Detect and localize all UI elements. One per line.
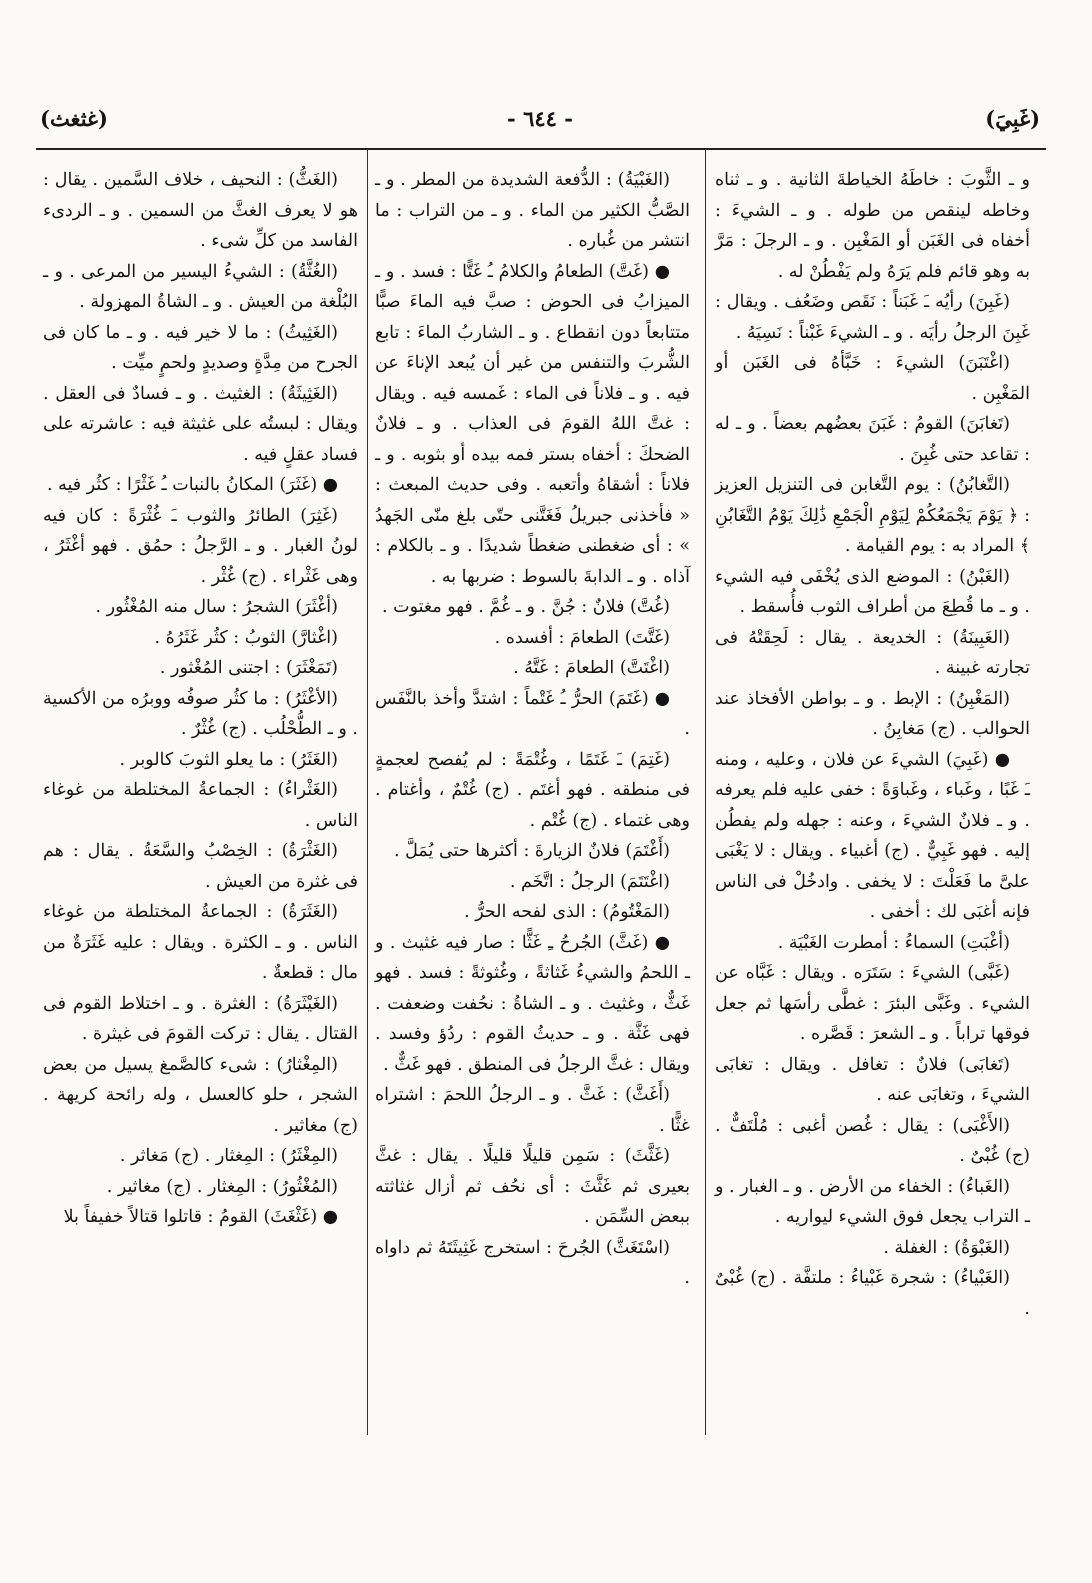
dictionary-entry: (غَبِنَ) رأيُه ـَ غَبَناً : نَقَص وضَعُف . ويقال : غَبِنَ الرجلُ رأيَه . و ـ الشيءَ غَبْناً : نَسِيَهُ . <box>715 292 1030 343</box>
dictionary-entry: (تَمَغْثَرَ) : اجتنى المُغْثور . <box>159 658 338 678</box>
dictionary-entry: (غَثَّثَ) : سَمِن قليلًا قليلًا . يقال : غثَّ بعيرى ثم غَثَّثَ : أى نحُف ثم أزال غثاثته ببعض السِّمَن . <box>375 1146 690 1227</box>
dictionary-entry: (غَبَّى) الشيءَ : سَتَرَه . ويقال : غَبَّاه عن الشيء . وغَبَّى البئرَ : غطَّى رأسَها ثم جعل فوقها تراباً . و ـ الشعرَ : قَصَّره . <box>715 963 1030 1044</box>
column-left <box>43 165 358 1233</box>
dictionary-entry: (الأغْثَرُ) : ما كثُر صوفُه ووبرُه من الأكسية . و ـ الطُّحْلُب . (ج) غُثْرٌ . <box>43 688 358 739</box>
dictionary-entry: (التَّغابُنُ) : يوم التَّغابن فى التنزيل العزيز : ﴿ يَوْمَ يَجْمَعُكُمْ لِيَوْمِ الْجَمْعِ ذَٰلِكَ يَوْمُ التَّغَابُنِ ﴾ المراد به : يوم القيامة . <box>715 475 1030 556</box>
dictionary-entry: (الغَبْياءُ) : شجرة غَبْياءُ : ملتفَّة . (ج) غُبْىٌ . <box>715 1268 1030 1319</box>
dictionary-entry: (تَغابَنَ) القومُ : غَبَنَ بعضُهم بعضاً . و ـ له : تقاعد حتى غُبِنَ . <box>715 414 1030 465</box>
dictionary-entry: (الغَثْرَةُ) : الخِصْبُ والسَّعَةُ . يقال : هم فى غثرة من العيش . <box>43 841 358 892</box>
dictionary-entry: (المُغْثُورُ) : المِغثار . (ج) مغاثير . <box>106 1176 338 1197</box>
dictionary-entry: (أغْبَتِ) السماءُ : أمطرت الغَبْيَة . <box>777 932 1010 953</box>
dictionary-entry: (اغْتَتَّ) الطعامَ : غَتَّهُ . <box>513 658 670 678</box>
dictionary-entry: (اغْثارَّ) الثوبُ : كثُر غَثَرُهُ . <box>154 627 338 648</box>
dictionary-entry: (الأَغْبَى) : يقال : غُصن أغبى : مُلْتَفٌّ . (ج) غُبْىٌ . <box>715 1115 1030 1166</box>
dictionary-entry: ● (غَبِيَ) الشيءَ عن فلان ، وعليه ، ومنه ـَ غَبًا ، وغَباء ، وغَباوَةً : خفى عليه فلم يعرفه . و ـ فلانٌ الشيءَ ، وعنه : جهله ولم يفطُن إليه . فهو غَبِيٌّ . (ج) أغبياء . ويقال : لا يَغْبَى علىَّ ما فَعَلْتَ : لا يخفى . وادخُلْ فى الناس فإنه أغبَى لك : أخفى . <box>715 749 1030 922</box>
dictionary-entry: (الغَثِيثُ) : ما لا خير فيه . و ـ ما كان فى الجرح من مِدَّةٍ وصديدٍ ولحمٍ ميِّت . <box>43 322 358 373</box>
dictionary-entry: (الغَباءُ) : الخفاء من الأرض . و ـ الغبار . و ـ التراب يجعل فوق الشيء ليواريه . <box>715 1176 1030 1227</box>
column-divider-left <box>367 150 368 1435</box>
dictionary-entry: (المَغْتُومُ) : الذى لفحه الحرُّ . <box>464 902 670 922</box>
dictionary-entry: (اغْتَبَنَ) الشيءَ : خَبَّأهُ فى الغَبَن أو المَغْبِن . <box>715 353 1030 404</box>
dictionary-entry: ● (غَتَمَ) الحرُّ ـُ غَتْماً : اشتدَّ وأخذ بالنَّفَس . <box>375 688 690 739</box>
dictionary-entry: (اسْتَغَثَّ) الجُرحَ : استخرج غَثِيثَتَهُ ثم داواه . <box>375 1237 690 1288</box>
dictionary-entry: (أَغَثَّ) : غَثَّ . و ـ الرجلُ اللحمَ : اشتراه غثًّا . <box>375 1085 690 1136</box>
dictionary-entry: (الغَثِيثَةُ) : الغثيث . و ـ فسادٌ فى العقل . ويقال : لبستُه على غثيثة فيه : عاشرته على فساد عقلٍ فيه . <box>43 383 358 465</box>
column-middle <box>375 165 690 1294</box>
column-divider-right <box>705 150 706 1435</box>
dictionary-entry: (أَغْتَمَ) فلانٌ الزيارةَ : أكثرها حتى يُمَلَّ . <box>394 841 670 861</box>
dictionary-entry: (الغُثَّةُ) : الشيءُ اليسير من المرعى . و ـ البُلْغة من العيش . و ـ الشاةُ المهزولة . <box>43 261 358 312</box>
dictionary-entry: (الغَثَرَةُ) : الجماعةُ المختلطة من غوغاء الناس . و ـ الكثرة . ويقال : عليه غَثَرَةٌ من مال : قطعةٌ . <box>43 902 358 983</box>
dictionary-entry: (تَغابَى) فلانٌ : تغافل . ويقال : تغابَى الشيءَ ، وتغابَى عنه . <box>715 1054 1030 1105</box>
dictionary-entry: (المِغْثَرُ) : المِغثار . (ج) مَغاثر . <box>119 1146 338 1166</box>
dictionary-entry: (الغَبِينَةُ) : الخديعة . يقال : لَحِقَتْهُ فى تجارته غبينة . <box>715 627 1030 678</box>
dictionary-entry: (المِغْثارُ) : شىء كالصَّمغ يسيل من بعض الشجر ، حلو كالعسل ، وله رائحة كريهة . (ج) مغاثير . <box>43 1054 358 1136</box>
header-right-word: (غَبِيَ) <box>985 106 1040 131</box>
dictionary-entry: (اغْتَتَمَ) الرجلُ : اتَّخَم . <box>509 871 670 892</box>
dictionary-entry: (الغَثُّ) : النحيف ، خلاف السَّمين . يقال : هو لا يعرف الغثَّ من السمين . و ـ الردىء الفاسد من كلِّ شىء . <box>43 170 358 251</box>
page-number: - ٦٤٤ - <box>507 106 573 131</box>
dictionary-entry: (الغَيْثَرَةُ) : الغثرة . و ـ اختلاط القوم فى القتال . يقال : تركت القومَ فى غيثرة . <box>43 993 358 1044</box>
dictionary-entry: (غَثِرَ) الطائرُ والثوب ـَ غُثْرَةً : كان فيه لونُ الغبار . و ـ الرَّجلُ : حمُق . فهو أغْثَرُ ، وهى غَثْراء . (ج) غُثْر . <box>43 505 358 587</box>
dictionary-entry: (غُتَّ) فلانٌ : جُنَّ . و ـ غُمَّ . فهو مغتوت . <box>381 597 670 617</box>
dictionary-entry: (الغَثْراءُ) : الجماعةُ المختلطة من غوغاء الناس . <box>43 780 358 831</box>
dictionary-entry: (الغَبْنُ) : الموضع الذى يُخْفَى فيه الشيء . و ـ ما قُطِعَ من أطراف الثوب فأُسقط . <box>715 566 1030 617</box>
dictionary-entry: (الغَثَرُ) : ما يعلو الثوبَ كالوبر . <box>119 749 338 770</box>
dictionary-entry: (غَتِمَ) ـَ غَتَمًا ، وغُتْمَةً : لم يُفصح لعجمةٍ فى منطقه . فهو أغتَم . (ج) غُتْمٌ ، وأغتام . وهى غتماء . (ج) غُتْم . <box>375 749 690 831</box>
dictionary-entry: ● (غَثَرَ) المكانُ بالنبات ـُ غَثْرًا : كثُر فيه . <box>47 475 338 495</box>
dictionary-entry: ● (غَتَّ) الطعامُ والكلامُ ـُ غَتًّا : فسد . و ـ الميزابُ فى الحوض : صبَّ فيه الماءَ صبًّا متتابعاً دون انقطاع . و ـ الشاربُ الماءَ : تابع الشُّربَ والتنفس من غير أن يُبعد الإناءَ عن فيه . و ـ فلاناً فى الماء : غَمسه فيه . ويقال : غتَّ اللهُ القومَ فى العذاب . و ـ فلانٌ الضحكَ : أخفاه بستر فمه بيده أو بثوبه . و ـ فلاناً : أشقاهُ وأتعبه . وفى حديث المبعث : « فأخذنى جبريلُ فَغَتَّنى حتّى بلغ منّى الجَهدُ » : أى ضغطنى ضغطاً شديدًا . و ـ بالكلام : آذاه . و ـ الدابةَ بالسوط : ضربها به . <box>375 261 690 587</box>
dictionary-entry: و ـ الثَّوبَ : خاطَهُ الخياطةَ الثانية . و ـ ثناه وخاطه لينقص من طوله . و ـ الشيءَ : أخفاه فى الغَبَن أو المَغْبِن . و ـ الرجلَ : مَرَّ به وهو قائم فلم يَرَهُ ولم يَفْطُنْ له . <box>715 170 1030 282</box>
dictionary-entry: (الغَبْوَةُ) : الغفلة . <box>883 1237 1010 1258</box>
header-rule <box>36 148 1046 150</box>
dictionary-entry: (أغْثَرَ) الشجرُ : سال منه المُغْثُور . <box>95 597 338 617</box>
header-left-word: (غثغث) <box>40 106 108 131</box>
column-right <box>715 165 1030 1324</box>
dictionary-entry: (الغَبْيَةُ) : الدُّفعة الشديدة من المطر . و ـ الصَّبُّ الكثير من الماء . و ـ من التراب : ما انتشر من غُباره . <box>375 170 690 251</box>
dictionary-entry: (المَغْبِنُ) : الإبط . و ـ بواطن الأفخاذ عند الحوالب . (ج) مَغابِنُ . <box>715 688 1030 739</box>
dictionary-entry: ● (غَثْغَثَ) القومُ : قاتلوا قتالاً خفيفاً بلا <box>63 1207 338 1227</box>
page-header <box>40 106 1040 142</box>
dictionary-entry: ● (غَثَّ) الجُرحُ ـِ غَثًّا : صار فيه غثيث . و ـ اللحمُ والشيءُ غَثاثةً ، وغُثوثةً : فسد . فهو غَثٌّ ، وغثيث . و ـ الشاةُ : نحُفت وضعفت . فهى غَثَّة . و ـ حديثُ القوم : ردُؤ وفسد . ويقال : غثَّ الرجلُ فى المنطق . فهو غَثٌّ . <box>375 932 690 1075</box>
dictionary-entry: (غَتَّتَ) الطعامَ : أفسده . <box>494 627 670 648</box>
